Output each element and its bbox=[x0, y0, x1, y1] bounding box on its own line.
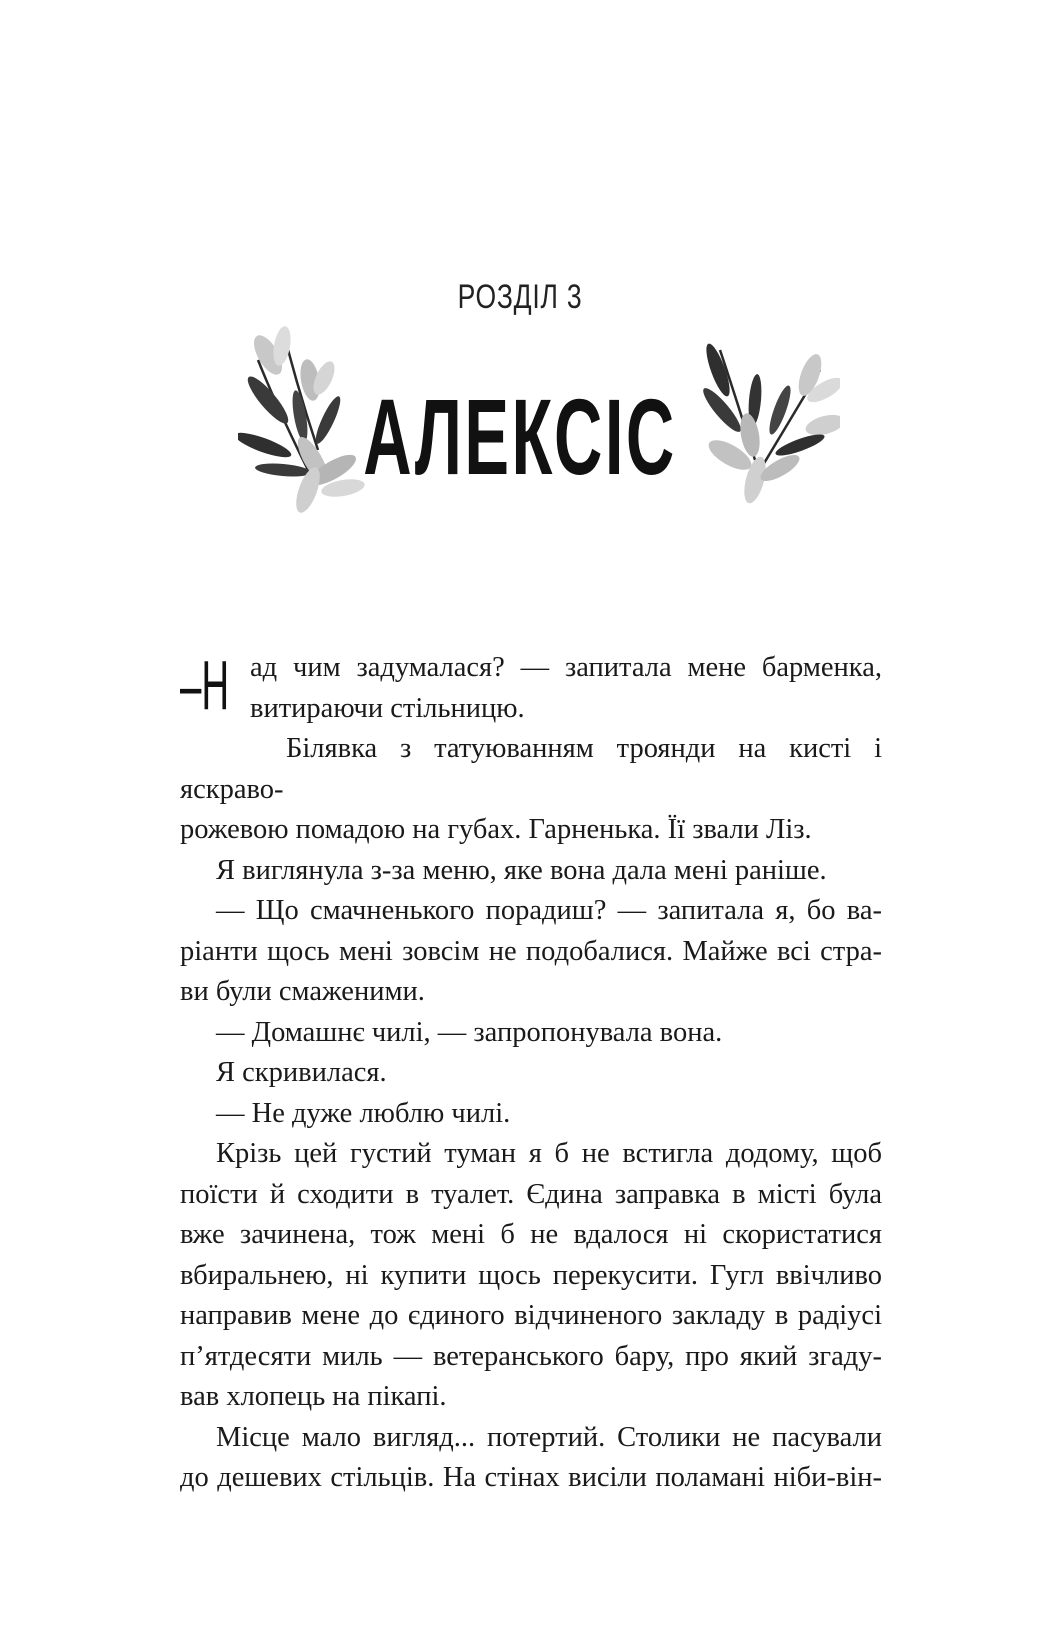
paragraph bbox=[180, 1418, 882, 1499]
paragraph bbox=[180, 648, 882, 729]
floral-ornament-right-icon bbox=[700, 330, 840, 510]
text-line: вбиральнею, ні купити щось перекусити. Гугл ввічливо bbox=[180, 1259, 882, 1291]
text-line: витираючи стільницю. bbox=[250, 692, 525, 724]
paragraph bbox=[180, 1094, 882, 1135]
text-line: Я виглянула з-за меню, яке вона дала мені раніше. bbox=[216, 854, 827, 886]
text-line: — Домашнє чилі, — запропонувала вона. bbox=[216, 1016, 723, 1048]
text-line: поїсти й сходити в туалет. Єдина заправка в місті була bbox=[180, 1178, 882, 1210]
chapter-title: АЛЕКСІС bbox=[363, 376, 677, 497]
text-line: ви були смаженими. bbox=[180, 976, 425, 1007]
text-line: Крізь цей густий туман я б не встигла додому, щоб bbox=[216, 1138, 882, 1169]
text-line: Білявка з татуюванням троянди на кисті і яскраво- bbox=[180, 733, 882, 805]
drop-cap: –Н bbox=[180, 646, 230, 724]
paragraph bbox=[180, 891, 882, 1013]
chapter-label: РОЗДІЛ 3 bbox=[457, 278, 583, 316]
text-line: вав хлопець на пікапі. bbox=[180, 1381, 447, 1412]
paragraph bbox=[180, 729, 882, 851]
text-line: ріанти щось мені зовсім не подобалися. Майже всі стра- bbox=[180, 935, 882, 967]
paragraph bbox=[180, 1134, 882, 1418]
text-line: вже зачинена, тож мені б не вдалося ні скористатися bbox=[180, 1219, 882, 1250]
text-line: Я скривилася. bbox=[216, 1057, 387, 1088]
paragraph bbox=[180, 1013, 882, 1054]
text-line: рожевою помадою на губах. Гарненька. Її звали Ліз. bbox=[180, 814, 812, 845]
text-line: ад чим задумалася? — запитала мене барменка, bbox=[250, 652, 882, 683]
text-line: до дешевих стільців. На стінах висіли поламані ніби-він- bbox=[180, 1462, 882, 1493]
text-line: — Не дуже люблю чилі. bbox=[216, 1097, 511, 1129]
paragraph bbox=[180, 851, 882, 892]
text-line: п’ятдесяти миль — ветеранського бару, про який згаду- bbox=[180, 1340, 882, 1372]
text-line: — Що смачненького порадиш? — запитала я, бо ва- bbox=[216, 895, 882, 926]
paragraph bbox=[180, 1053, 882, 1094]
chapter-body bbox=[180, 648, 882, 1499]
text-line: направив мене до єдиного відчиненого закладу в радіусі bbox=[180, 1300, 882, 1331]
text-line: Місце мало вигляд... потертий. Столики не пасували bbox=[216, 1421, 882, 1453]
